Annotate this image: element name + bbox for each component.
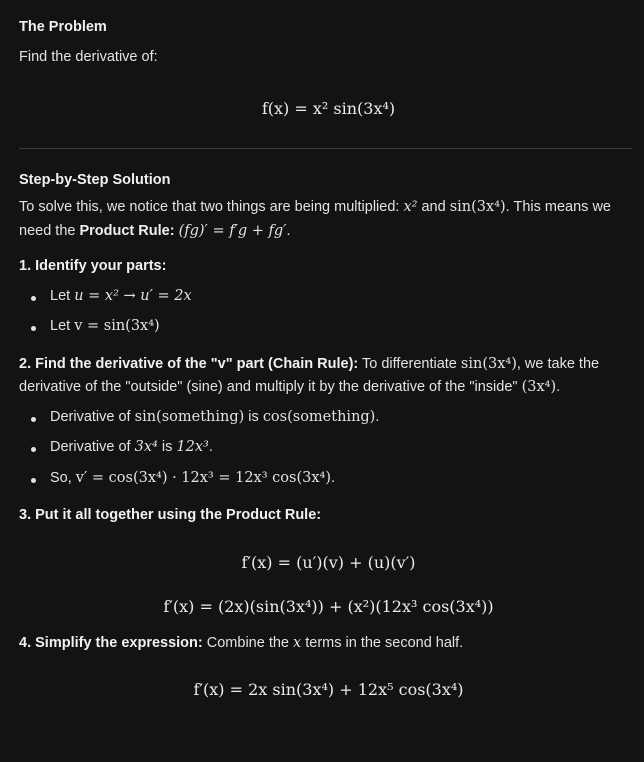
item-text-a: So,: [50, 469, 76, 486]
step2-text-b: , we take the derivative of the "outside" (sine) and multiply it by the derivative of the "inside": [19, 355, 600, 396]
step3-heading: 3. Put it all together using the Product Rule:: [19, 507, 322, 524]
product-rule-formula: (fg)′ = f′g + fg′: [178, 222, 287, 239]
step2-list: [19, 406, 638, 490]
item-text-b: is: [157, 439, 177, 456]
list-item: [19, 436, 638, 459]
final-equation: f′(x) = 2x sin(3x⁴) + 12x⁵ cos(3x⁴): [193, 680, 464, 700]
step4-math-x: x: [293, 634, 302, 651]
list-item: [19, 467, 638, 490]
intro-text-b: . This means we need the: [19, 199, 611, 239]
step4-heading: 4. Simplify the expression:: [19, 634, 203, 651]
step4-paragraph: [19, 632, 638, 655]
list-item: [19, 285, 638, 308]
product-rule-label: Product Rule: [79, 222, 170, 239]
step3-equation-2: f′(x) = (2x)(sin(3x⁴)) + (x²)(12x³ cos(3x⁴)): [163, 596, 494, 616]
item-prefix: Let: [50, 318, 75, 335]
section-divider: [19, 148, 632, 149]
item-math-1: sin(something): [134, 408, 245, 425]
item-text-b: is: [244, 408, 263, 425]
intro-colon: :: [169, 222, 179, 239]
step2-math: sin(3x⁴): [460, 355, 517, 372]
step2-text-a: To differentiate: [358, 355, 461, 372]
item-math-2: 12x³: [176, 439, 209, 456]
item-text-c: .: [330, 469, 336, 486]
step1-heading: 1. Identify your parts:: [19, 258, 167, 275]
intro-end: .: [286, 222, 291, 239]
intro-math-x2: x²: [403, 199, 418, 216]
step1-list: [19, 285, 638, 339]
step2-heading: 2. Find the derivative of the "v" part (Chain Rule):: [19, 355, 359, 372]
item-math-2: cos(something): [262, 408, 376, 425]
intro-text-and: and: [417, 199, 450, 216]
step2-end: .: [556, 379, 561, 396]
step2-inside-math: (3x⁴): [521, 379, 557, 396]
intro-math-sin: sin(3x⁴): [449, 199, 506, 216]
solution-intro: [19, 196, 638, 243]
item-math: u = x² → u′ = 2x: [74, 287, 192, 304]
item-text-c: .: [208, 439, 213, 456]
item-prefix: Let: [50, 287, 75, 304]
problem-heading: The Problem: [19, 19, 107, 35]
list-item: [19, 406, 638, 429]
step4-text-b: terms in the second half.: [301, 634, 464, 651]
problem-equation: f(x) = x² sin(3x⁴): [261, 98, 396, 118]
item-math-1: v′ = cos(3x⁴) · 12x³ = 12x³ cos(3x⁴): [75, 469, 331, 486]
item-text-a: Derivative of: [50, 408, 135, 425]
item-text-a: Derivative of: [50, 439, 135, 456]
step4-text-a: Combine the: [202, 634, 294, 651]
problem-prompt: Find the derivative of:: [19, 49, 158, 66]
item-text-c: .: [375, 408, 380, 425]
solution-heading: Step-by-Step Solution: [19, 171, 171, 188]
list-item: [19, 315, 638, 338]
step3-equation-1: f′(x) = (u′)(v) + (u)(v′): [241, 552, 416, 572]
item-math-1: 3x⁴: [134, 439, 158, 456]
intro-text-a: To solve this, we notice that two things are being multiplied:: [19, 199, 404, 216]
item-math: v = sin(3x⁴): [74, 318, 160, 335]
step2-paragraph: [19, 353, 638, 400]
